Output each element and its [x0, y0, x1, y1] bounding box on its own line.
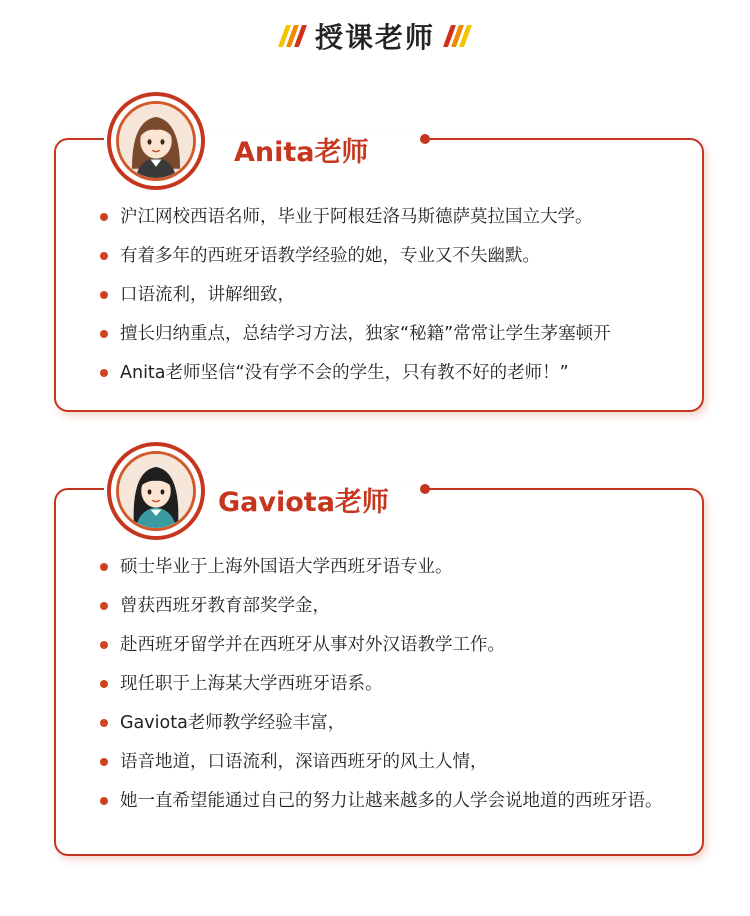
bullet-icon [100, 213, 108, 221]
list-item: Gaviota老师教学经验丰富， [100, 710, 682, 736]
right-slashes-decoration [447, 24, 468, 48]
bullet-icon [100, 252, 108, 260]
bullet-icon [100, 330, 108, 338]
female-teacher-avatar-black-hair-icon [119, 454, 193, 528]
list-item: 硕士毕业于上海外国语大学西班牙语专业。 [100, 554, 682, 580]
list-item: 她一直希望能通过自己的努力让越来越多的人学会说地道的西班牙语。 [100, 788, 682, 814]
teacher-points-list [100, 554, 682, 827]
bullet-icon [100, 563, 108, 571]
bullet-icon [100, 719, 108, 727]
section-header [0, 14, 750, 58]
bullet-icon [100, 602, 108, 610]
list-item: 曾获西班牙教育部奖学金， [100, 593, 682, 619]
list-item: 语音地道，口语流利，深谙西班牙的风土人情， [100, 749, 682, 775]
bullet-icon [100, 797, 108, 805]
list-item: 有着多年的西班牙语教学经验的她，专业又不失幽默。 [100, 243, 682, 269]
left-slashes-decoration [282, 24, 303, 48]
bullet-icon [100, 680, 108, 688]
avatar-anita [107, 92, 205, 190]
female-teacher-avatar-brown-hair-icon [119, 104, 193, 178]
teacher-name-gaviota: Gaviota老师 [218, 487, 389, 518]
bullet-icon [100, 369, 108, 377]
teacher-card-gaviota [54, 488, 704, 856]
teacher-points-list [100, 204, 682, 399]
list-item: 赴西班牙留学并在西班牙从事对外汉语教学工作。 [100, 632, 682, 658]
list-item: Anita老师坚信“没有学不会的学生，只有教不好的老师！” [100, 360, 682, 386]
bullet-icon [100, 758, 108, 766]
teacher-name-anita: Anita老师 [234, 137, 369, 168]
list-item: 现任职于上海某大学西班牙语系。 [100, 671, 682, 697]
avatar-gaviota [107, 442, 205, 540]
list-item: 沪江网校西语名师，毕业于阿根廷洛马斯德萨莫拉国立大学。 [100, 204, 682, 230]
bullet-icon [100, 641, 108, 649]
bullet-icon [100, 291, 108, 299]
list-item: 口语流利，讲解细致， [100, 282, 682, 308]
card-dot-decoration [420, 134, 430, 144]
card-dot-decoration [420, 484, 430, 494]
section-title: 授课老师 [314, 21, 435, 54]
list-item: 擅长归纳重点，总结学习方法，独家“秘籍”常常让学生茅塞顿开 [100, 321, 682, 347]
